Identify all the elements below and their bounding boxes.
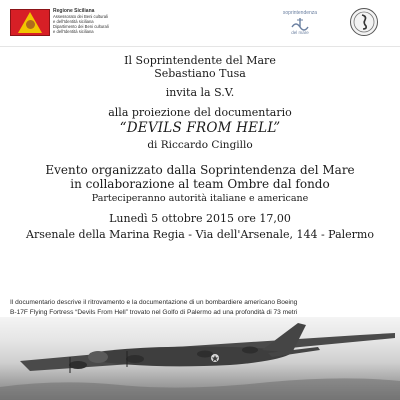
event-line2: in collaborazione al team Ombre dal fondo (70, 177, 330, 191)
documentary-title: “DEVILS FROM HELL” (119, 120, 281, 136)
invitation-line3: invita la S.V. (165, 86, 235, 99)
b17-bomber-aircraft-icon (0, 317, 400, 400)
logo-mid-top: soprintendenza (282, 10, 318, 16)
documentary-description (10, 298, 392, 317)
logo-left-line4: Dipartimento dei Beni culturali (53, 24, 109, 29)
invitation-line1: Il Soprintendente del Mare (124, 54, 276, 67)
header (0, 0, 400, 44)
header-divider (0, 46, 400, 47)
documentary-director: di Riccardo Cingillo (147, 139, 253, 151)
logo-left-line3: e dell'Identità siciliana (53, 19, 94, 24)
invitation-line4: alla proiezione del documentario (108, 106, 292, 119)
invitation-line2: Sebastiano Tusa (154, 67, 246, 80)
participants-line: Parteciperanno autorità italiane e americane (91, 193, 309, 204)
b17-bomber-photo (0, 317, 400, 400)
regione-siciliana-text (53, 9, 123, 34)
logo-left-line5: e dell'Identità siciliana (53, 29, 94, 34)
event-datetime: Lunedì 5 ottobre 2015 ore 17,00 (109, 212, 291, 225)
logo-left-line2: Assessorato dei Beni culturali (53, 14, 108, 19)
description-line1: Il documentario descrive il ritrovamento e la documentazione di un bombardiere americano Boeing (10, 299, 298, 306)
soprintendenza-del-mare-logo (272, 10, 328, 36)
seahorse-glyph-icon (351, 9, 377, 35)
anchor-wave-icon (290, 17, 310, 31)
logo-mid-bottom: del mare (291, 30, 309, 35)
event-line1: Evento organizzato dalla Soprintendenza del Mare (45, 163, 355, 177)
seahorse-emblem-icon (350, 8, 378, 36)
regione-siciliana-logo (10, 8, 109, 37)
description-line2: B-17F Flying Fortress “Devils From Hell” trovato nel Golfo di Palermo ad una profondità di 73 metri (10, 308, 298, 316)
trinacria-emblem-icon (10, 9, 50, 36)
logo-left-line1: Regione Siciliana (53, 8, 95, 14)
event-venue: Arsenale della Marina Regia - Via dell'Arsenale, 144 - Palermo (26, 228, 374, 241)
